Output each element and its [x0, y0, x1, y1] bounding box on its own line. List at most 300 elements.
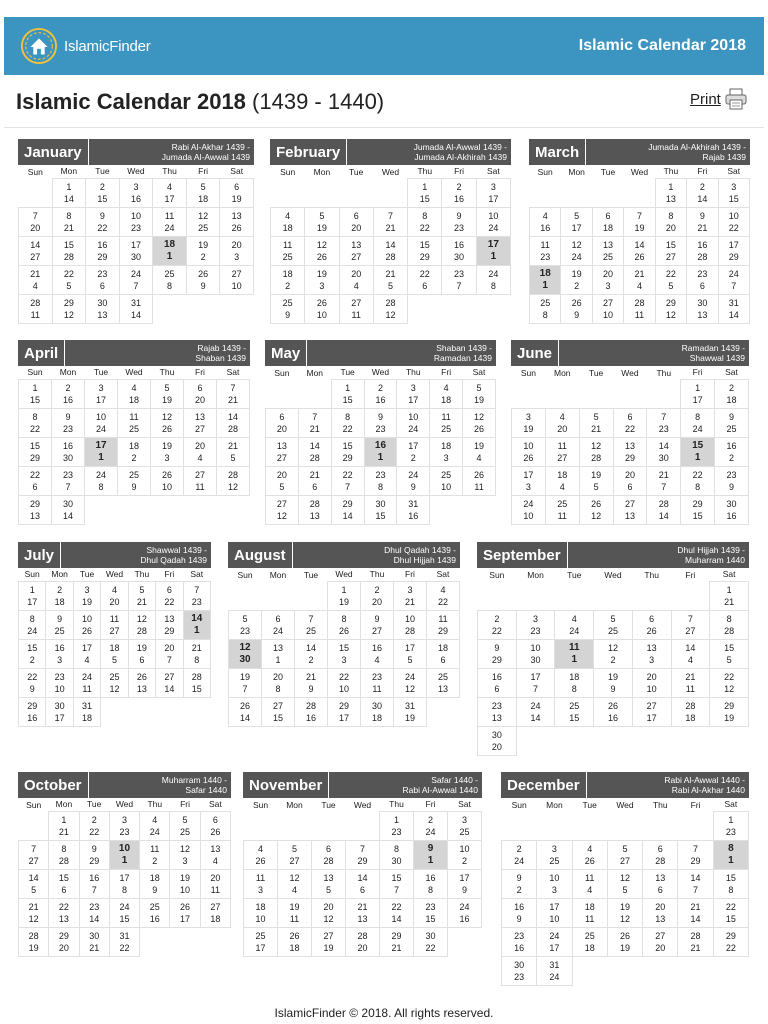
- day-cell[interactable]: [448, 869, 482, 898]
- day-cell[interactable]: [713, 811, 748, 840]
- day-cell[interactable]: [109, 869, 139, 898]
- day-cell[interactable]: [476, 236, 510, 265]
- day-cell[interactable]: [156, 668, 183, 697]
- day-cell[interactable]: [49, 927, 79, 956]
- day-cell[interactable]: [678, 898, 713, 927]
- day-cell[interactable]: [217, 408, 250, 437]
- day-cell[interactable]: [46, 639, 73, 668]
- day-cell[interactable]: [478, 639, 517, 668]
- day-cell[interactable]: [555, 697, 594, 726]
- day-cell[interactable]: [448, 898, 482, 927]
- day-cell[interactable]: [687, 236, 718, 265]
- day-cell[interactable]: [52, 178, 86, 207]
- day-cell[interactable]: [217, 437, 250, 466]
- day-cell[interactable]: [19, 236, 53, 265]
- day-cell[interactable]: [49, 898, 79, 927]
- day-cell[interactable]: [109, 840, 139, 869]
- day-cell[interactable]: [262, 668, 295, 697]
- day-cell[interactable]: [170, 898, 200, 927]
- day-cell[interactable]: [151, 437, 184, 466]
- day-cell[interactable]: [101, 639, 128, 668]
- day-cell[interactable]: [408, 207, 442, 236]
- day-cell[interactable]: [86, 236, 120, 265]
- day-cell[interactable]: [266, 408, 299, 437]
- day-cell[interactable]: [298, 437, 331, 466]
- day-cell[interactable]: [184, 379, 217, 408]
- day-cell[interactable]: [430, 437, 463, 466]
- day-cell[interactable]: [678, 869, 713, 898]
- day-cell[interactable]: [73, 639, 100, 668]
- day-cell[interactable]: [183, 639, 210, 668]
- day-cell[interactable]: [331, 437, 364, 466]
- day-cell[interactable]: [643, 869, 678, 898]
- day-cell[interactable]: [266, 437, 299, 466]
- day-cell[interactable]: [85, 466, 118, 495]
- day-cell[interactable]: [346, 869, 380, 898]
- day-cell[interactable]: [109, 927, 139, 956]
- day-cell[interactable]: [710, 610, 749, 639]
- day-cell[interactable]: [52, 294, 86, 323]
- day-cell[interactable]: [561, 265, 592, 294]
- day-cell[interactable]: [328, 581, 361, 610]
- day-cell[interactable]: [46, 610, 73, 639]
- day-cell[interactable]: [624, 294, 655, 323]
- day-cell[interactable]: [229, 697, 262, 726]
- day-cell[interactable]: [715, 379, 749, 408]
- day-cell[interactable]: [262, 610, 295, 639]
- day-cell[interactable]: [85, 437, 118, 466]
- day-cell[interactable]: [52, 379, 85, 408]
- day-cell[interactable]: [79, 869, 109, 898]
- day-cell[interactable]: [19, 639, 46, 668]
- day-cell[interactable]: [687, 178, 718, 207]
- day-cell[interactable]: [170, 840, 200, 869]
- day-cell[interactable]: [244, 840, 278, 869]
- day-cell[interactable]: [86, 178, 120, 207]
- day-cell[interactable]: [655, 178, 686, 207]
- day-cell[interactable]: [643, 840, 678, 869]
- day-cell[interactable]: [52, 408, 85, 437]
- day-cell[interactable]: [183, 610, 210, 639]
- day-cell[interactable]: [86, 294, 120, 323]
- day-cell[interactable]: [119, 236, 153, 265]
- day-cell[interactable]: [118, 379, 151, 408]
- day-cell[interactable]: [200, 869, 230, 898]
- day-cell[interactable]: [572, 840, 607, 869]
- day-cell[interactable]: [312, 840, 346, 869]
- day-cell[interactable]: [220, 265, 254, 294]
- day-cell[interactable]: [364, 495, 397, 524]
- day-cell[interactable]: [295, 697, 328, 726]
- day-cell[interactable]: [19, 610, 46, 639]
- day-cell[interactable]: [220, 236, 254, 265]
- day-cell[interactable]: [128, 610, 155, 639]
- day-cell[interactable]: [200, 898, 230, 927]
- day-cell[interactable]: [710, 581, 749, 610]
- day-cell[interactable]: [151, 466, 184, 495]
- day-cell[interactable]: [19, 379, 52, 408]
- day-cell[interactable]: [52, 466, 85, 495]
- day-cell[interactable]: [448, 840, 482, 869]
- day-cell[interactable]: [19, 840, 49, 869]
- day-cell[interactable]: [118, 437, 151, 466]
- day-cell[interactable]: [555, 610, 594, 639]
- day-cell[interactable]: [200, 811, 230, 840]
- day-cell[interactable]: [229, 668, 262, 697]
- day-cell[interactable]: [278, 869, 312, 898]
- day-cell[interactable]: [502, 927, 537, 956]
- day-cell[interactable]: [647, 495, 681, 524]
- day-cell[interactable]: [592, 207, 623, 236]
- day-cell[interactable]: [153, 178, 187, 207]
- day-cell[interactable]: [624, 236, 655, 265]
- day-cell[interactable]: [278, 898, 312, 927]
- day-cell[interactable]: [530, 265, 561, 294]
- day-cell[interactable]: [52, 207, 86, 236]
- day-cell[interactable]: [73, 697, 100, 726]
- day-cell[interactable]: [671, 639, 710, 668]
- day-cell[interactable]: [476, 178, 510, 207]
- day-cell[interactable]: [463, 437, 496, 466]
- day-cell[interactable]: [331, 379, 364, 408]
- day-cell[interactable]: [364, 408, 397, 437]
- day-cell[interactable]: [632, 639, 671, 668]
- day-cell[interactable]: [624, 207, 655, 236]
- day-cell[interactable]: [361, 697, 394, 726]
- day-cell[interactable]: [86, 265, 120, 294]
- day-cell[interactable]: [183, 581, 210, 610]
- day-cell[interactable]: [713, 898, 748, 927]
- day-cell[interactable]: [715, 437, 749, 466]
- day-cell[interactable]: [184, 437, 217, 466]
- day-cell[interactable]: [19, 697, 46, 726]
- day-cell[interactable]: [109, 811, 139, 840]
- day-cell[interactable]: [718, 178, 749, 207]
- day-cell[interactable]: [408, 178, 442, 207]
- day-cell[interactable]: [380, 811, 414, 840]
- day-cell[interactable]: [278, 840, 312, 869]
- day-cell[interactable]: [262, 639, 295, 668]
- day-cell[interactable]: [681, 437, 715, 466]
- day-cell[interactable]: [46, 581, 73, 610]
- day-cell[interactable]: [715, 408, 749, 437]
- day-cell[interactable]: [298, 466, 331, 495]
- day-cell[interactable]: [73, 668, 100, 697]
- day-cell[interactable]: [427, 610, 460, 639]
- day-cell[interactable]: [153, 265, 187, 294]
- day-cell[interactable]: [537, 927, 572, 956]
- day-cell[interactable]: [305, 265, 339, 294]
- day-cell[interactable]: [52, 495, 85, 524]
- day-cell[interactable]: [380, 927, 414, 956]
- day-cell[interactable]: [537, 869, 572, 898]
- day-cell[interactable]: [710, 668, 749, 697]
- day-cell[interactable]: [397, 466, 430, 495]
- day-cell[interactable]: [613, 437, 647, 466]
- brand-logo[interactable]: [20, 27, 151, 65]
- day-cell[interactable]: [632, 610, 671, 639]
- day-cell[interactable]: [537, 956, 572, 985]
- day-cell[interactable]: [572, 869, 607, 898]
- day-cell[interactable]: [718, 294, 749, 323]
- day-cell[interactable]: [561, 236, 592, 265]
- day-cell[interactable]: [220, 178, 254, 207]
- day-cell[interactable]: [427, 639, 460, 668]
- day-cell[interactable]: [46, 697, 73, 726]
- day-cell[interactable]: [502, 956, 537, 985]
- day-cell[interactable]: [312, 898, 346, 927]
- day-cell[interactable]: [86, 207, 120, 236]
- day-cell[interactable]: [339, 265, 373, 294]
- day-cell[interactable]: [687, 207, 718, 236]
- day-cell[interactable]: [220, 207, 254, 236]
- day-cell[interactable]: [19, 927, 49, 956]
- day-cell[interactable]: [361, 639, 394, 668]
- day-cell[interactable]: [101, 610, 128, 639]
- day-cell[interactable]: [140, 898, 170, 927]
- day-cell[interactable]: [710, 697, 749, 726]
- day-cell[interactable]: [156, 581, 183, 610]
- day-cell[interactable]: [46, 668, 73, 697]
- day-cell[interactable]: [545, 466, 579, 495]
- day-cell[interactable]: [19, 466, 52, 495]
- day-cell[interactable]: [671, 610, 710, 639]
- day-cell[interactable]: [119, 265, 153, 294]
- day-cell[interactable]: [613, 495, 647, 524]
- day-cell[interactable]: [346, 840, 380, 869]
- day-cell[interactable]: [373, 236, 407, 265]
- day-cell[interactable]: [643, 898, 678, 927]
- day-cell[interactable]: [305, 294, 339, 323]
- day-cell[interactable]: [170, 811, 200, 840]
- day-cell[interactable]: [186, 236, 220, 265]
- day-cell[interactable]: [430, 379, 463, 408]
- day-cell[interactable]: [186, 178, 220, 207]
- day-cell[interactable]: [681, 466, 715, 495]
- day-cell[interactable]: [278, 927, 312, 956]
- day-cell[interactable]: [414, 811, 448, 840]
- day-cell[interactable]: [463, 408, 496, 437]
- day-cell[interactable]: [244, 927, 278, 956]
- day-cell[interactable]: [394, 581, 427, 610]
- day-cell[interactable]: [339, 236, 373, 265]
- day-cell[interactable]: [19, 581, 46, 610]
- day-cell[interactable]: [530, 207, 561, 236]
- day-cell[interactable]: [101, 581, 128, 610]
- day-cell[interactable]: [331, 495, 364, 524]
- day-cell[interactable]: [328, 668, 361, 697]
- day-cell[interactable]: [579, 466, 613, 495]
- day-cell[interactable]: [79, 811, 109, 840]
- day-cell[interactable]: [594, 697, 633, 726]
- day-cell[interactable]: [153, 207, 187, 236]
- day-cell[interactable]: [52, 236, 86, 265]
- day-cell[interactable]: [713, 869, 748, 898]
- day-cell[interactable]: [463, 466, 496, 495]
- day-cell[interactable]: [572, 927, 607, 956]
- day-cell[interactable]: [79, 898, 109, 927]
- day-cell[interactable]: [545, 495, 579, 524]
- day-cell[interactable]: [397, 408, 430, 437]
- day-cell[interactable]: [394, 697, 427, 726]
- day-cell[interactable]: [624, 265, 655, 294]
- day-cell[interactable]: [512, 466, 546, 495]
- day-cell[interactable]: [632, 668, 671, 697]
- day-cell[interactable]: [118, 408, 151, 437]
- day-cell[interactable]: [328, 697, 361, 726]
- day-cell[interactable]: [19, 408, 52, 437]
- day-cell[interactable]: [579, 495, 613, 524]
- day-cell[interactable]: [346, 898, 380, 927]
- day-cell[interactable]: [331, 466, 364, 495]
- day-cell[interactable]: [594, 668, 633, 697]
- day-cell[interactable]: [380, 840, 414, 869]
- day-cell[interactable]: [101, 668, 128, 697]
- day-cell[interactable]: [186, 207, 220, 236]
- day-cell[interactable]: [478, 726, 517, 755]
- day-cell[interactable]: [607, 927, 642, 956]
- day-cell[interactable]: [271, 236, 305, 265]
- day-cell[interactable]: [613, 408, 647, 437]
- day-cell[interactable]: [579, 408, 613, 437]
- day-cell[interactable]: [478, 697, 517, 726]
- day-cell[interactable]: [579, 437, 613, 466]
- day-cell[interactable]: [140, 811, 170, 840]
- day-cell[interactable]: [607, 898, 642, 927]
- day-cell[interactable]: [442, 236, 476, 265]
- day-cell[interactable]: [328, 639, 361, 668]
- day-cell[interactable]: [128, 668, 155, 697]
- day-cell[interactable]: [244, 869, 278, 898]
- day-cell[interactable]: [607, 840, 642, 869]
- day-cell[interactable]: [140, 869, 170, 898]
- day-cell[interactable]: [397, 495, 430, 524]
- day-cell[interactable]: [561, 294, 592, 323]
- day-cell[interactable]: [710, 639, 749, 668]
- day-cell[interactable]: [718, 236, 749, 265]
- day-cell[interactable]: [380, 869, 414, 898]
- day-cell[interactable]: [530, 236, 561, 265]
- day-cell[interactable]: [430, 408, 463, 437]
- day-cell[interactable]: [394, 610, 427, 639]
- day-cell[interactable]: [339, 207, 373, 236]
- print-button[interactable]: [690, 88, 748, 110]
- day-cell[interactable]: [153, 236, 187, 265]
- day-cell[interactable]: [295, 639, 328, 668]
- day-cell[interactable]: [364, 437, 397, 466]
- day-cell[interactable]: [85, 379, 118, 408]
- day-cell[interactable]: [52, 265, 86, 294]
- day-cell[interactable]: [687, 294, 718, 323]
- day-cell[interactable]: [184, 408, 217, 437]
- day-cell[interactable]: [305, 207, 339, 236]
- day-cell[interactable]: [361, 610, 394, 639]
- day-cell[interactable]: [408, 265, 442, 294]
- day-cell[interactable]: [414, 898, 448, 927]
- day-cell[interactable]: [430, 466, 463, 495]
- day-cell[interactable]: [271, 294, 305, 323]
- day-cell[interactable]: [312, 927, 346, 956]
- day-cell[interactable]: [79, 840, 109, 869]
- day-cell[interactable]: [643, 927, 678, 956]
- day-cell[interactable]: [647, 466, 681, 495]
- day-cell[interactable]: [79, 927, 109, 956]
- day-cell[interactable]: [715, 466, 749, 495]
- day-cell[interactable]: [594, 610, 633, 639]
- day-cell[interactable]: [119, 294, 153, 323]
- day-cell[interactable]: [373, 265, 407, 294]
- day-cell[interactable]: [718, 207, 749, 236]
- day-cell[interactable]: [19, 294, 53, 323]
- day-cell[interactable]: [19, 265, 53, 294]
- day-cell[interactable]: [49, 840, 79, 869]
- day-cell[interactable]: [156, 610, 183, 639]
- day-cell[interactable]: [328, 610, 361, 639]
- day-cell[interactable]: [49, 869, 79, 898]
- day-cell[interactable]: [647, 437, 681, 466]
- day-cell[interactable]: [516, 639, 555, 668]
- day-cell[interactable]: [502, 840, 537, 869]
- day-cell[interactable]: [298, 408, 331, 437]
- day-cell[interactable]: [655, 236, 686, 265]
- day-cell[interactable]: [364, 466, 397, 495]
- day-cell[interactable]: [713, 840, 748, 869]
- day-cell[interactable]: [266, 495, 299, 524]
- day-cell[interactable]: [19, 869, 49, 898]
- day-cell[interactable]: [380, 898, 414, 927]
- day-cell[interactable]: [414, 927, 448, 956]
- day-cell[interactable]: [364, 379, 397, 408]
- day-cell[interactable]: [295, 610, 328, 639]
- day-cell[interactable]: [476, 265, 510, 294]
- day-cell[interactable]: [555, 639, 594, 668]
- day-cell[interactable]: [266, 466, 299, 495]
- day-cell[interactable]: [229, 639, 262, 668]
- day-cell[interactable]: [647, 408, 681, 437]
- day-cell[interactable]: [427, 668, 460, 697]
- day-cell[interactable]: [516, 668, 555, 697]
- day-cell[interactable]: [572, 898, 607, 927]
- day-cell[interactable]: [681, 408, 715, 437]
- day-cell[interactable]: [271, 265, 305, 294]
- day-cell[interactable]: [478, 610, 517, 639]
- day-cell[interactable]: [427, 581, 460, 610]
- day-cell[interactable]: [713, 927, 748, 956]
- day-cell[interactable]: [545, 437, 579, 466]
- day-cell[interactable]: [200, 840, 230, 869]
- day-cell[interactable]: [298, 495, 331, 524]
- day-cell[interactable]: [613, 466, 647, 495]
- day-cell[interactable]: [295, 668, 328, 697]
- day-cell[interactable]: [19, 437, 52, 466]
- day-cell[interactable]: [217, 466, 250, 495]
- day-cell[interactable]: [170, 869, 200, 898]
- day-cell[interactable]: [394, 668, 427, 697]
- day-cell[interactable]: [184, 466, 217, 495]
- day-cell[interactable]: [361, 668, 394, 697]
- day-cell[interactable]: [516, 697, 555, 726]
- day-cell[interactable]: [592, 236, 623, 265]
- day-cell[interactable]: [119, 207, 153, 236]
- day-cell[interactable]: [678, 840, 713, 869]
- day-cell[interactable]: [655, 294, 686, 323]
- day-cell[interactable]: [561, 207, 592, 236]
- day-cell[interactable]: [476, 207, 510, 236]
- day-cell[interactable]: [463, 379, 496, 408]
- day-cell[interactable]: [671, 668, 710, 697]
- day-cell[interactable]: [607, 869, 642, 898]
- day-cell[interactable]: [73, 610, 100, 639]
